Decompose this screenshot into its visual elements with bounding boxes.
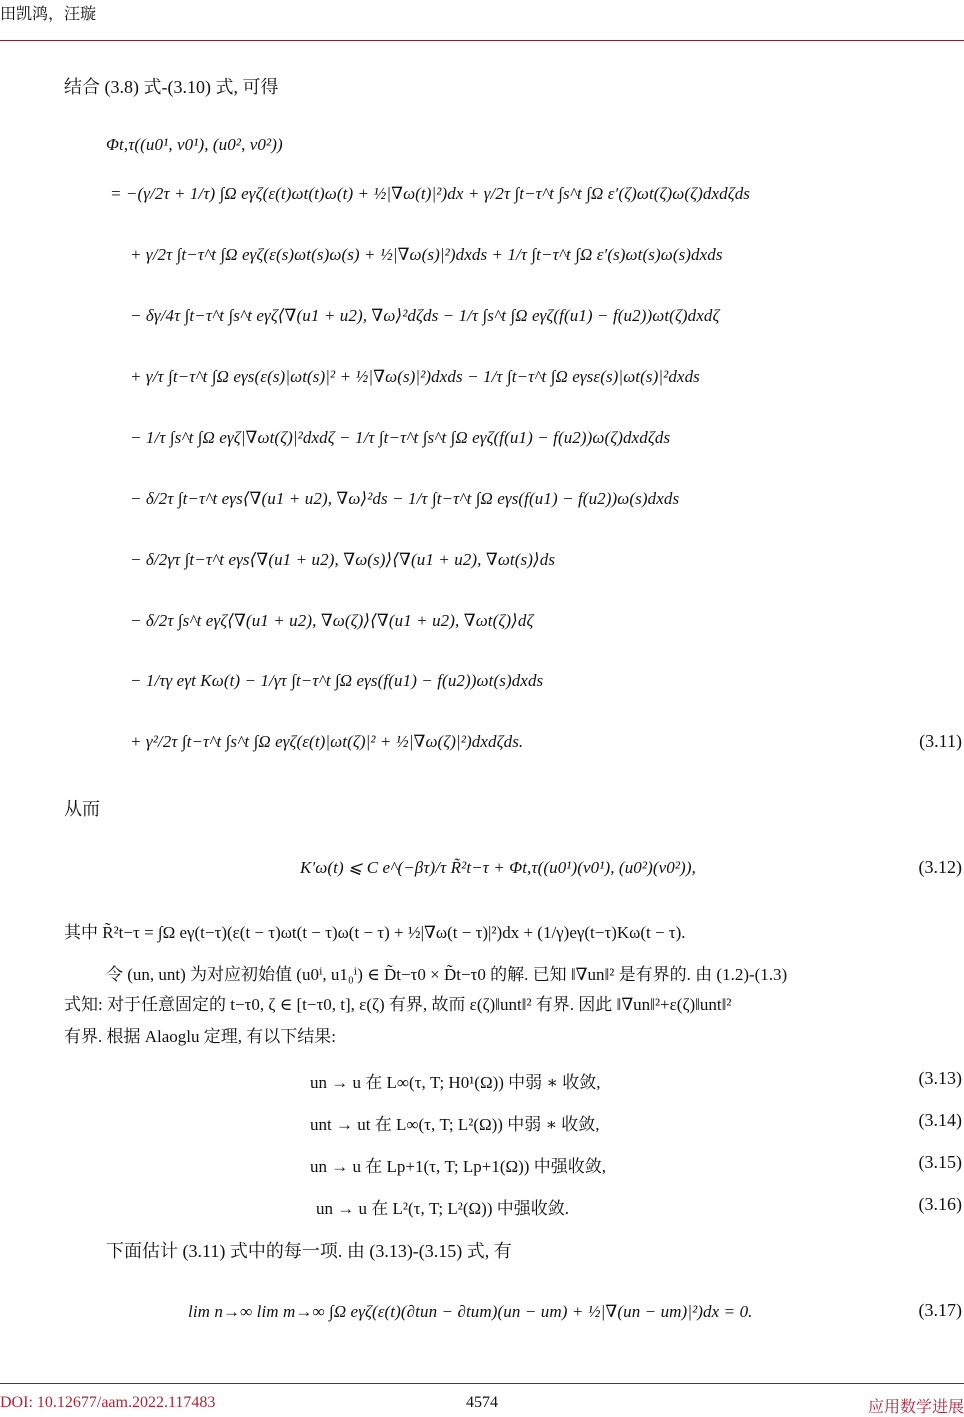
para3-text: 下面估计 (3.11) 式中的每一项. 由 (3.13)-(3.15) 式, 有: [106, 1241, 512, 1261]
para2-line-1: 式知: 对于任意固定的 t−τ0, ζ ∈ [t−τ0, t], ε(ζ) 有界, 故而 ε(ζ)‖unt‖² 有界. 因此 ‖∇un‖²+ε(ζ)‖unt‖²: [64, 995, 732, 1014]
eq-line-4: + γ/τ ∫t−τ^t ∫Ω eγs(ε(s)|ωt(s)|² + ½|∇ω(s)|²)dxds − 1/τ ∫t−τ^t ∫Ω eγsε(s)|ωt(s)|²dxds: [130, 367, 700, 386]
footer-doi-link[interactable]: DOI: 10.12677/aam.2022.117483: [0, 1394, 216, 1411]
convergence-3-16: un → u 在 L²(τ, T; L²(Ω)) 中强收敛.: [316, 1199, 569, 1218]
eq-line-3: − δγ/4τ ∫t−τ^t ∫s^t eγζ⟨∇(u1 + u2), ∇ω⟩²dζds − 1/τ ∫s^t ∫Ω eγζ(f(u1) − f(u2))ωt(ζ)dxdζ: [130, 306, 720, 325]
footer-page-number: 4574: [466, 1394, 498, 1411]
eq-line-9: − 1/τγ eγt Kω(t) − 1/γτ ∫t−τ^t ∫Ω eγs(f(u1) − f(u2))ωt(s)dxds: [130, 671, 544, 690]
eq-line-7: − δ/2γτ ∫t−τ^t eγs⟨∇(u1 + u2), ∇ω(s)⟩⟨∇(u1 + u2), ∇ωt(s)⟩ds: [130, 550, 556, 569]
eq-line-0: Φt,τ((u0¹, v0¹), (u0², v0²)): [106, 135, 283, 154]
eq-line-5: − 1/τ ∫s^t ∫Ω eγζ|∇ωt(ζ)|²dxdζ − 1/τ ∫t−τ^t ∫s^t ∫Ω eγζ(f(u1) − f(u2))ω(ζ)dxdζds: [130, 428, 671, 447]
eq-line-10: + γ²/2τ ∫t−τ^t ∫s^t ∫Ω eγζ(ε(t)|ωt(ζ)|² + ½|∇ω(ζ)|²)dxdζds.: [130, 732, 524, 751]
equation-number-3-16: (3.16): [918, 1194, 962, 1214]
eq-line-8: − δ/2τ ∫s^t eγζ⟨∇(u1 + u2), ∇ω(ζ)⟩⟨∇(u1 + u2), ∇ωt(ζ)⟩dζ: [130, 611, 534, 630]
equation-number-3-13: (3.13): [918, 1068, 962, 1088]
eq-line-1: = −(γ/2τ + 1/τ) ∫Ω eγζ(ε(t)ωt(t)ω(t) + ½|∇ω(t)|²)dx + γ/2τ ∫t−τ^t ∫s^t ∫Ω ε′(ζ)ωt(ζ)ω(ζ)dxdζds: [110, 184, 751, 203]
para2-line-0: 令 (un, unt) 为对应初始值 (u0ⁱ, u1₀ⁱ) ∈ D̃t−τ0 × D̃t−τ0 的解. 已知 ‖∇un‖² 是有界的. 由 (1.2)-(1.3): [106, 965, 788, 984]
convergence-3-15: un → u 在 Lp+1(τ, T; Lp+1(Ω)) 中强收敛,: [310, 1157, 606, 1176]
eq-line-6: − δ/2τ ∫t−τ^t eγs⟨∇(u1 + u2), ∇ω⟩²ds − 1/τ ∫t−τ^t ∫Ω eγs(f(u1) − f(u2))ω(s)dxds: [130, 489, 680, 508]
header-authors: 田凯鸿，汪璇: [0, 6, 97, 23]
footer-divider: [0, 1383, 964, 1384]
eq-line-2: + γ/2τ ∫t−τ^t ∫Ω eγζ(ε(s)ωt(s)ω(s) + ½|∇ω(s)|²)dxds + 1/τ ∫t−τ^t ∫Ω ε′(s)ωt(s)ω(s)dxds: [130, 245, 723, 264]
equation-number-3-12: (3.12): [918, 857, 962, 877]
equation-3-12: K′ω(t) ⩽ C e^(−βτ)/τ R̃²t−τ + Φt,τ((u0¹)(v0¹), (u0²)(v0²)),: [300, 858, 696, 877]
header-divider: [0, 40, 964, 41]
intro-text: 结合 (3.8) 式-(3.10) 式, 可得: [64, 77, 279, 97]
where-line: 其中 R̃²t−τ = ∫Ω eγ(t−τ)(ε(t − τ)ωt(t − τ)ω(t − τ) + ½|∇ω(t − τ)|²)dx + (1/γ)eγ(t−τ)Kω(t − τ).: [64, 923, 686, 942]
para2-line-2: 有界. 根据 Alaoglu 定理, 有以下结果:: [64, 1027, 336, 1046]
footer-journal-name[interactable]: 应用数学进展: [867, 1399, 964, 1416]
equation-number-3-15: (3.15): [918, 1152, 962, 1172]
equation-number-3-14: (3.14): [918, 1110, 962, 1130]
equation-number-3-11: (3.11): [919, 731, 962, 751]
convergence-3-14: unt → ut 在 L∞(τ, T; L²(Ω)) 中弱 ∗ 收敛,: [310, 1115, 600, 1134]
thus-text: 从而: [64, 799, 100, 819]
equation-number-3-17: (3.17): [918, 1300, 962, 1320]
convergence-3-13: un → u 在 L∞(τ, T; H0¹(Ω)) 中弱 ∗ 收敛,: [310, 1073, 601, 1092]
equation-3-17: lim n→∞ lim m→∞ ∫Ω eγζ(ε(t)(∂tun − ∂tum)(un − um) + ½|∇(un − um)|²)dx = 0.: [188, 1302, 753, 1321]
